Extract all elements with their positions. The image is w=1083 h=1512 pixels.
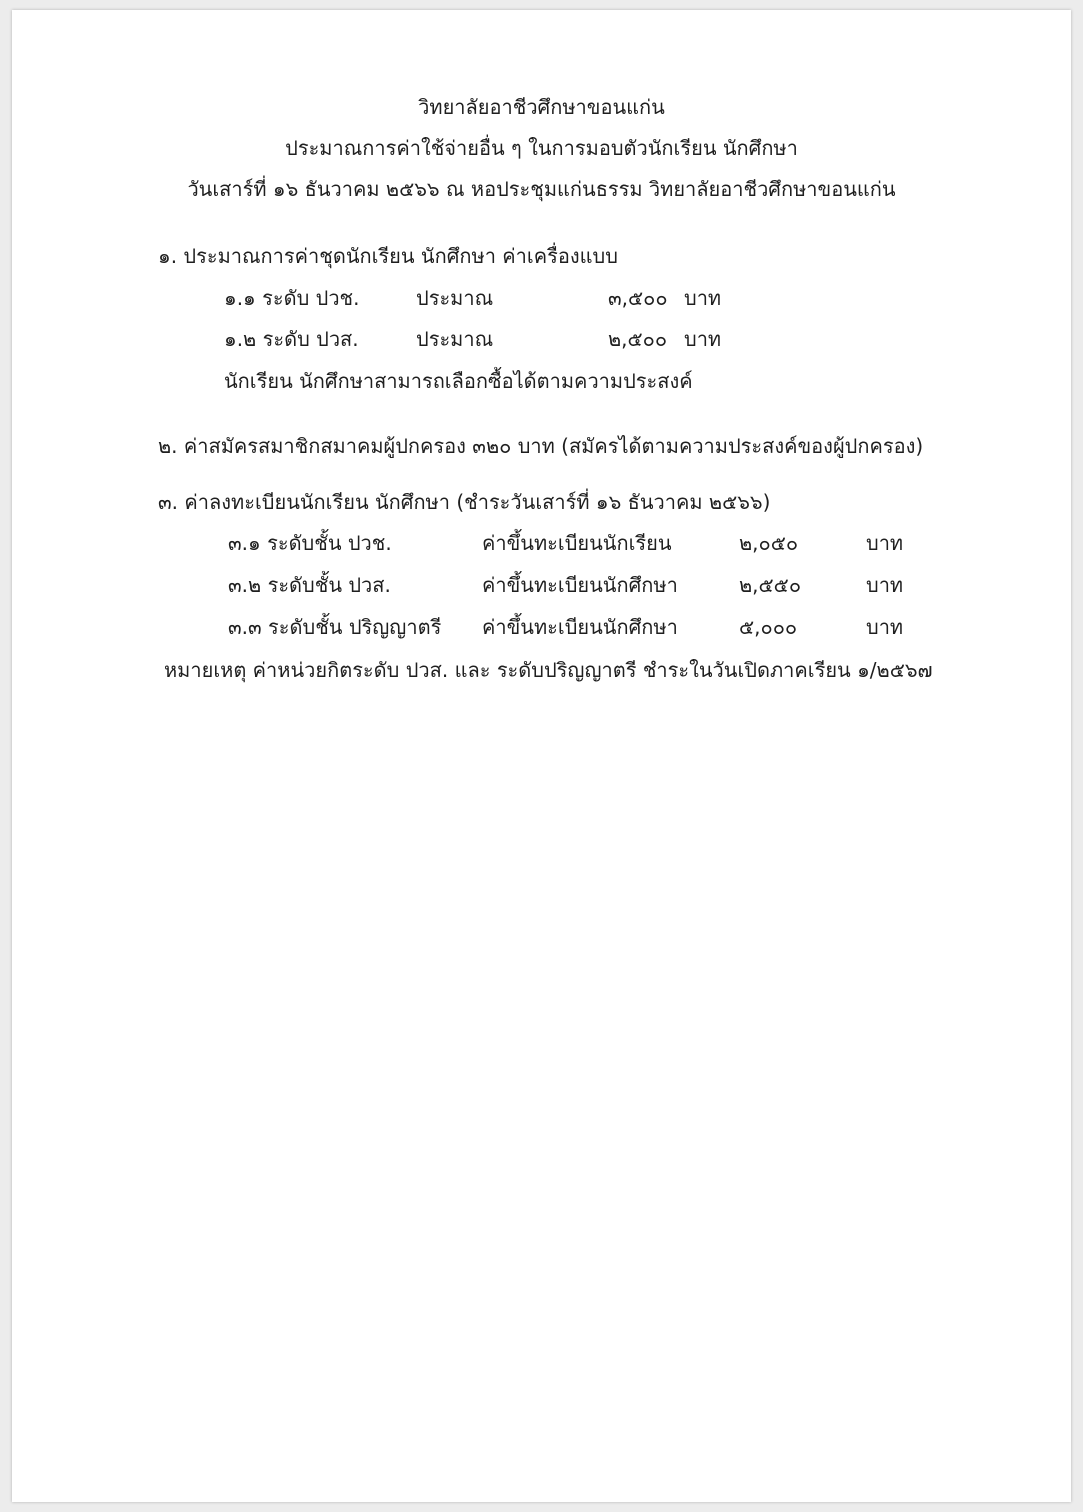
section-1-item-1-type: ประมาณ — [416, 286, 494, 310]
section-1-item-1-unit: บาท — [684, 286, 722, 310]
document-page — [12, 10, 1071, 1502]
section-1-item-2-unit: บาท — [684, 327, 722, 351]
section-3-item-3-type: ค่าขึ้นทะเบียนนักศึกษา — [482, 615, 678, 639]
section-1-item-1-label: ๑.๑ ระดับ ปวช. — [224, 286, 360, 310]
section-3-item-2-unit: บาท — [866, 573, 904, 597]
section-3-item-2-type: ค่าขึ้นทะเบียนนักศึกษา — [482, 573, 678, 597]
section-3-item-3-label: ๓.๓ ระดับชั้น ปริญญาตรี — [228, 615, 442, 639]
section-1-note: นักเรียน นักศึกษาสามารถเลือกซื้อได้ตามความประสงค์ — [224, 369, 693, 393]
college-name: วิทยาลัยอาชีวศึกษาขอนแก่น — [418, 95, 665, 119]
section-3-item-2-amount: ๒,๕๕๐ — [739, 573, 802, 597]
section-3-item-3-amount: ๕,๐๐๐ — [739, 615, 798, 639]
event-date-location: วันเสาร์ที่ ๑๖ ธันวาคม ๒๕๖๖ ณ หอประชุมแก่นธรรม วิทยาลัยอาชีวศึกษาขอนแก่น — [187, 177, 896, 201]
remark: หมายเหตุ ค่าหน่วยกิตระดับ ปวส. และ ระดับปริญญาตรี ชำระในวันเปิดภาคเรียน ๑/๒๕๖๗ — [164, 658, 933, 682]
section-3-item-1-amount: ๒,๐๕๐ — [739, 531, 799, 555]
section-2-heading: ๒. ค่าสมัครสมาชิกสมาคมผู้ปกครอง ๓๒๐ บาท (สมัครได้ตามความประสงค์ของผู้ปกครอง) — [158, 434, 924, 458]
document-title: ประมาณการค่าใช้จ่ายอื่น ๆ ในการมอบตัวนักเรียน นักศึกษา — [285, 136, 798, 160]
section-1-item-2-amount: ๒,๕๐๐ — [608, 327, 668, 351]
section-1-item-1-amount: ๓,๕๐๐ — [608, 286, 668, 310]
section-3-item-1-unit: บาท — [866, 531, 904, 555]
section-1-item-2-type: ประมาณ — [416, 327, 494, 351]
section-1-heading: ๑. ประมาณการค่าชุดนักเรียน นักศึกษา ค่าเครื่องแบบ — [158, 244, 618, 268]
section-3-item-1-type: ค่าขึ้นทะเบียนนักเรียน — [482, 531, 672, 555]
section-3-item-1-label: ๓.๑ ระดับชั้น ปวช. — [228, 531, 392, 555]
section-3-item-2-label: ๓.๒ ระดับชั้น ปวส. — [228, 573, 391, 597]
section-3-heading: ๓. ค่าลงทะเบียนนักเรียน นักศึกษา (ชำระวันเสาร์ที่ ๑๖ ธันวาคม ๒๕๖๖) — [158, 490, 771, 514]
section-1-item-2-label: ๑.๒ ระดับ ปวส. — [224, 327, 359, 351]
section-3-item-3-unit: บาท — [866, 615, 904, 639]
